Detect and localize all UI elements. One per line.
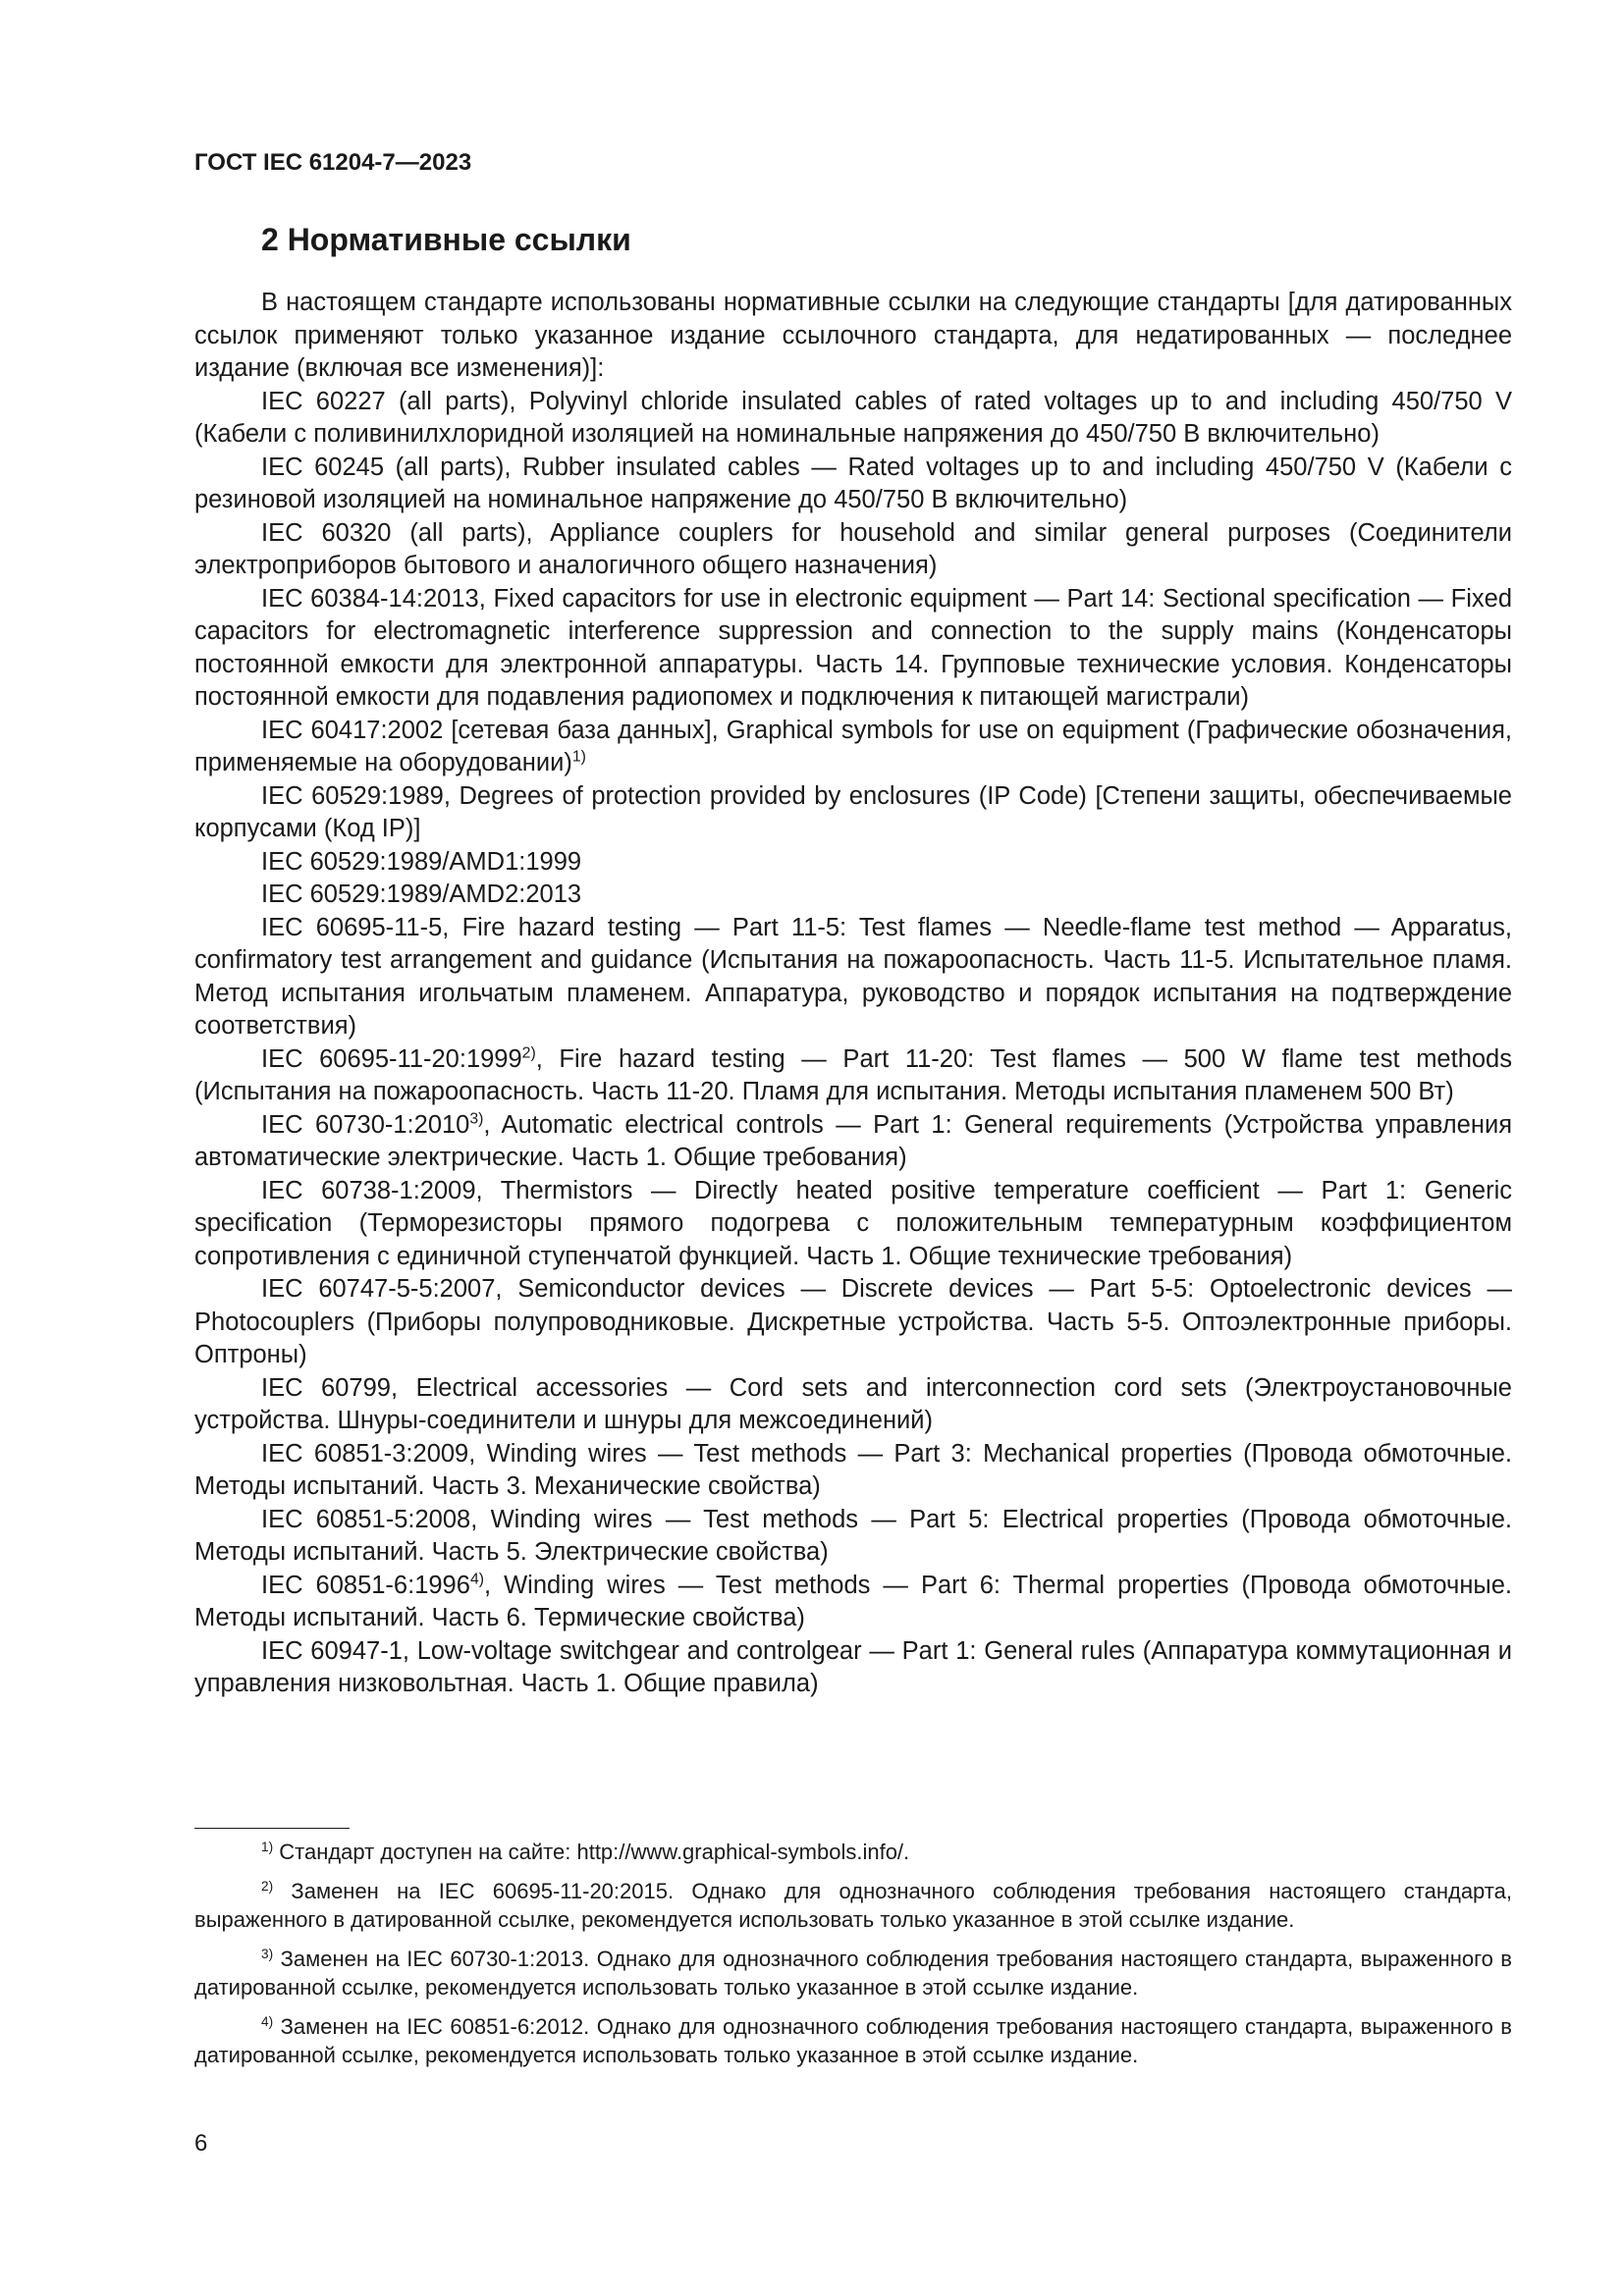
intro-paragraph: В настоящем стандарте использованы нормативные ссылки на следующие стандарты [для датированных ссылок применяют только указанное издание ссылочного стандарта, для недатированных — последнее издание (включая все изменения)]: (194, 289, 1512, 382)
reference-item: IEC 60695-11-5, Fire hazard testing — Part 11-5: Test flames — Needle-flame test method — Apparatus, confirmatory test arrangement and guidance (Испытания на пожароопасность. Часть 11-5. Испытательное пламя. Метод испытания игольчатым пламенем. Аппаратура, руководство и порядок испытания на подтверждение соответствия) (194, 913, 1512, 1040)
footnote: $^{4)}$ Заменен на IEC 60851-6:2012. Однако для однозначного соблюдения требования настоящего стандарта, выраженного в датированной ссылке, рекомендуется использовать только указанное в этой ссылке издание. (194, 2013, 1512, 2067)
footnote-mark: 2) (261, 1878, 274, 1894)
footnotes (194, 1838, 1512, 2080)
footnote-mark: 3) (261, 1946, 274, 1961)
section-title: 2 Нормативные ссылки (261, 222, 631, 257)
reference-item: IEC 60738-1:2009, Thermistors — Directly heated positive temperature coefficient — Part 1: Generic specification (Терморезисторы прямого подогрева с положительным температурным коэффициентом сопротивления с единичной ступенчатой функцией. Часть 1. Общие технические требования) (194, 1176, 1512, 1270)
reference-item: IEC 60245 (all parts), Rubber insulated cables — Rated voltages up to and including 450/750 V (Кабели с резиновой изоляцией на номинальное напряжение до 450/750 В включительно) (194, 453, 1512, 513)
footnote-mark: 4) (261, 2013, 274, 2029)
page-number: 6 (194, 2130, 208, 2157)
reference-item: IEC 60417:2002 [сетевая база данных], Graphical symbols for use on equipment (Графические обозначения, применяемые на оборудовании)$^{1)}$ (194, 716, 1512, 776)
reference-item: IEC 60947-1, Low-voltage switchgear and controlgear — Part 1: General rules (Аппаратура коммутационная и управления низковольтная. Часть 1. Общие правила) (194, 1636, 1512, 1697)
reference-item: IEC 60529:1989/AMD2:2013 (261, 881, 582, 908)
footnote: $^{2)}$ Заменен на IEC 60695-11-20:2015. Однако для однозначного соблюдения требования настоящего стандарта, выраженного в датированной ссылке, рекомендуется использовать только указанное в этой ссылке издание. (194, 1878, 1512, 1932)
footnote-ref: 1) (571, 748, 586, 766)
reference-item: IEC 60730-1:2010$^{3)}$, Automatic electrical controls — Part 1: General requirements (Устройства управления автоматические электрические. Часть 1. Общие требования) (194, 1110, 1512, 1171)
reference-item: IEC 60227 (all parts), Polyvinyl chloride insulated cables of rated voltages up to and including 450/750 V (Кабели с поливинилхлоридной изоляцией на номинальные напряжения до 450/750 В включительно) (194, 387, 1512, 448)
references-list (194, 287, 1512, 1701)
footnote: $^{3)}$ Заменен на IEC 60730-1:2013. Однако для однозначного соблюдения требования настоящего стандарта, выраженного в датированной ссылке, рекомендуется использовать только указанное в этой ссылке издание. (194, 1946, 1512, 2000)
footnote-ref: 3) (469, 1110, 484, 1128)
reference-item: IEC 60695-11-20:1999$^{2)}$, Fire hazard testing — Part 11-20: Test flames — 500 W flame test methods (Испытания на пожароопасность. Часть 11-20. Пламя для испытания. Методы испытания пламенем 500 Вт) (194, 1044, 1512, 1105)
reference-item: IEC 60851-5:2008, Winding wires — Test methods — Part 5: Electrical properties (Провода обмоточные. Методы испытаний. Часть 5. Электрические свойства) (194, 1505, 1512, 1566)
reference-item: IEC 60851-6:1996$^{4)}$, Winding wires — Test methods — Part 6: Thermal properties (Провода обмоточные. Методы испытаний. Часть 6. Термические свойства) (194, 1571, 1513, 1631)
footnote-ref: 2) (521, 1044, 536, 1062)
document-header: ГОСТ IEC 61204-7—2023 (194, 149, 472, 176)
footnote: $^{1)}$ Стандарт доступен на сайте: http://www.graphical-symbols.info/. (261, 1839, 910, 1864)
reference-item: IEC 60320 (all parts), Appliance couplers for household and similar general purposes (Соединители электроприборов бытового и аналогичного общего назначения) (194, 518, 1512, 579)
reference-item: IEC 60384-14:2013, Fixed capacitors for use in electronic equipment — Part 14: Sectional specification — Fixed capacitors for electromagnetic interference suppression and connection to the supply mains (Конденсаторы постоянной емкости для электронной аппаратуры. Часть 14. Групповые технические условия. Конденсаторы постоянной емкости для подавления радиопомех и подключения к питающей магистрали) (194, 584, 1512, 711)
reference-item: IEC 60747-5-5:2007, Semiconductor devices — Discrete devices — Part 5-5: Optoelectronic devices — Photocouplers (Приборы полупроводниковые. Дискретные устройства. Часть 5-5. Оптоэлектронные приборы. Оптроны) (194, 1275, 1512, 1368)
footnote-ref: 4) (469, 1571, 484, 1588)
reference-item: IEC 60851-3:2009, Winding wires — Test methods — Part 3: Mechanical properties (Провода обмоточные. Методы испытаний. Часть 3. Механические свойства) (194, 1439, 1512, 1500)
reference-item: IEC 60529:1989, Degrees of protection provided by enclosures (IP Code) [Степени защиты, обеспечиваемые корпусами (Код IP)] (194, 781, 1512, 842)
reference-item: IEC 60529:1989/AMD1:1999 (261, 847, 582, 876)
reference-item: IEC 60799, Electrical accessories — Cord sets and interconnection cord sets (Электроустановочные устройства. Шнуры-соединители и шнуры для межсоединений) (194, 1373, 1512, 1434)
footnote-divider (194, 1828, 350, 1829)
footnote-mark: 1) (261, 1839, 274, 1854)
